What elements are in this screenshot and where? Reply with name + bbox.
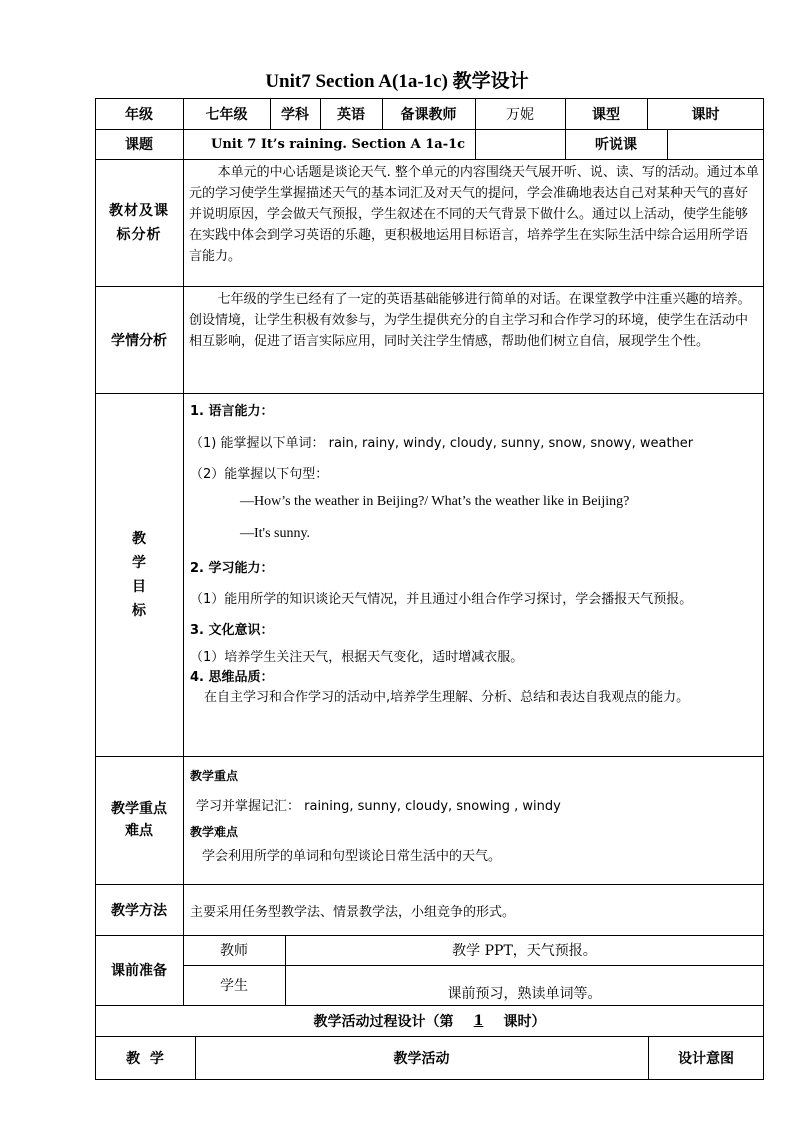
process-col-activities: 教学活动 [393,1051,450,1067]
grade-label: 年级 [125,106,153,123]
objective-thinking-item: 在自主学习和合作学习的活动中,培养学生理解、分析、总结和表达自我观点的能力。 [204,690,690,705]
topic-value: Unit 7 It’s raining. Section A 1a-1c [211,136,466,152]
topic-label: 课题 [125,137,153,153]
objective-language-heading: 1. 语言能力： [190,404,274,419]
process-period-number: 1 [473,1012,484,1029]
objectives-char-3: 目 [132,578,146,595]
objectives-char-4: 标 [132,602,146,619]
prep-teacher-text: 教学 PPT，天气预报。 [452,943,597,959]
objectives-char-1: 教 [132,530,146,547]
student-analysis-text: 七年级的学生已经有了一定的英语基础能够进行简单的对话。在课堂教学中注重兴趣的培养。创设情境，让学生积极有效参与，为学生提供充分的自主学习和合作学习的环境，使学生在活动中相互影响，促进了语言实际应用，同时关注学生情感，帮助他们树立自信，展现学生个性。 [189,292,751,349]
lesson-type-label: 课型 [592,106,620,123]
objective-culture-heading: 3. 文化意识： [190,623,274,638]
subject-value: 英语 [337,106,365,123]
keypoints-label-line2: 难点 [125,823,153,839]
objective-sentence-patterns: （2）能掌握以下句型： [190,467,329,482]
process-title [95,1005,764,1036]
process-col-teaching: 教 学 [126,1051,164,1067]
teacher-label: 备课教师 [400,106,457,123]
preparation-label: 课前准备 [111,963,167,979]
student-analysis-label: 学情分析 [111,332,167,349]
key-point-heading: 教学重点 [190,769,239,783]
objective-learning-item: （1）能用所学的知识谈论天气情况，并且通过小组合作学习探讨，学会播报天气预报。 [190,592,693,607]
material-label-line1: 教材及课 [109,202,169,219]
keypoints-label [95,756,183,884]
teacher-value: 万妮 [506,106,534,123]
class-hours-label: 课时 [691,106,720,123]
objective-learning-heading: 2. 学习能力： [190,561,274,576]
objective-pattern-answer: —It's sunny. [240,526,311,541]
process-period [454,1013,504,1029]
prep-student-label: 学生 [220,978,248,994]
listening-speaking-lesson: 听说课 [595,137,637,153]
objective-thinking-heading: 4. 思维品质： [190,670,274,685]
objectives-label [95,393,183,756]
grade-value: 七年级 [205,106,248,123]
material-analysis-label [95,159,183,286]
objective-culture-item: （1）培养学生关注天气，根据天气变化，适时增减衣服。 [190,650,524,665]
prep-student-text: 课前预习，熟读单词等。 [447,985,602,1002]
subject-label: 学科 [281,106,309,123]
objective-vocabulary: （1) 能掌握以下单词： rain, rainy, windy, cloudy, sunny, snow, snowy, weather [190,436,694,451]
objective-pattern-question: —How’s the weather in Beijing?/ What’s the weather like in Beijing? [240,494,630,509]
prep-teacher-label: 教师 [220,943,248,959]
objectives-char-2: 学 [132,554,146,571]
key-point-text: 学习并掌握记汇： raining, sunny, cloudy, snowing , windy [196,799,561,814]
methods-label: 教学方法 [111,902,167,919]
process-title-prefix: 教学活动过程设计（第 [313,1013,454,1030]
material-label-line2: 标分析 [116,226,162,243]
material-analysis-text: 本单元的中心话题是谈论天气. 整个单元的内容围绕天气展开听、说、读、写的活动。通过本单元的学习使学生掌握描述天气的基本词汇及对天气的提问，学会准确地表达自己对某种天气的喜好并说明原因，学会做天气预报，学生叙述在不同的天气背景下做什么。通过以上活动，使学生能够在实践中体会到学习英语的乐趣，更积极地运用目标语言，培养学生在实际生活中综合运用所学语言能力。 [189,165,759,264]
process-col-intent: 设计意图 [678,1051,734,1067]
keypoints-label-line1: 教学重点 [111,801,167,817]
difficult-point-text: 学会利用所学的单词和句型谈论日常生活中的天气。 [202,849,502,864]
document-title: Unit7 Section A(1a-1c) 教学设计 [265,71,529,92]
difficult-point-heading: 教学难点 [190,825,239,839]
process-title-suffix: 课时） [503,1013,546,1030]
methods-text: 主要采用任务型教学法、情景教学法，小组竞争的形式。 [190,905,516,920]
